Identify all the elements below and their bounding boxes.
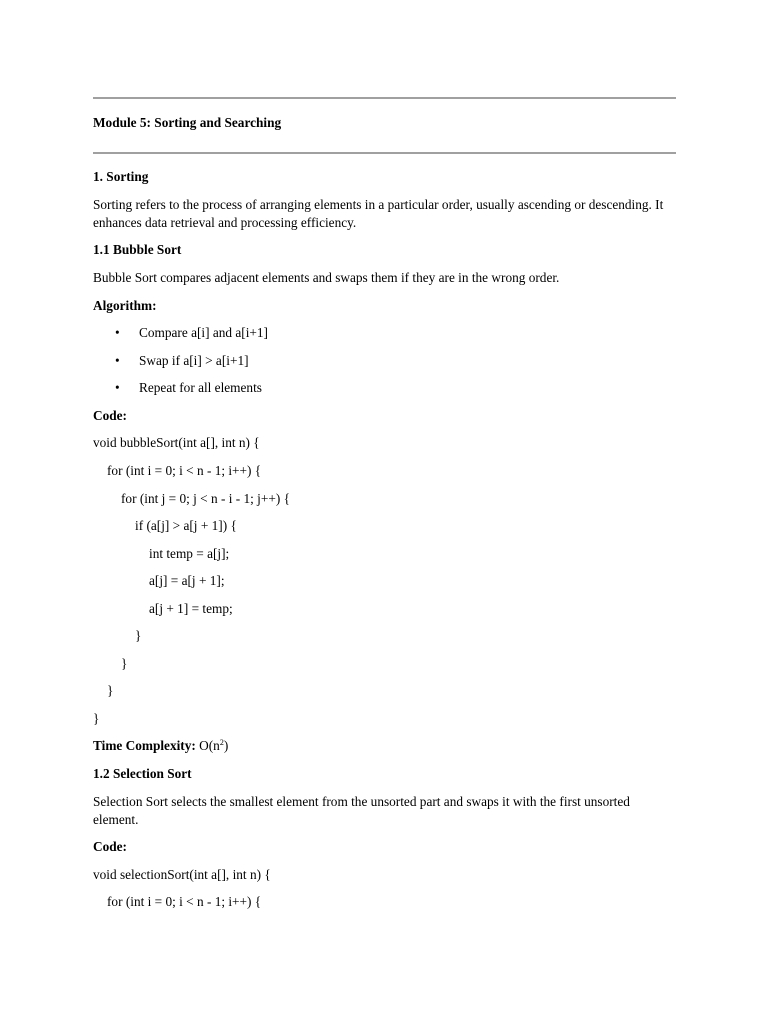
section-heading-sorting: 1. Sorting [93, 169, 149, 184]
code-line: if (a[j] > a[j + 1]) { [135, 518, 237, 533]
bullet-glyph: • [115, 325, 120, 340]
bubble-sort-description: Bubble Sort compares adjacent elements and swaps them if they are in the wrong order. [93, 270, 560, 285]
time-complexity [93, 737, 228, 755]
code-line: } [93, 711, 100, 726]
selection-sort-description: Selection Sort selects the smallest element from the unsorted part and swaps it with the first unsorted element. [93, 794, 630, 827]
list-item: Compare a[i] and a[i+1] [139, 325, 268, 340]
module-title: Module 5: Sorting and Searching [93, 115, 282, 130]
code-line: void bubbleSort(int a[], int n) { [93, 435, 260, 450]
code-line: } [135, 628, 142, 643]
list-item: Swap if a[i] > a[i+1] [139, 353, 249, 368]
code-label: Code: [93, 408, 127, 423]
list-item: Repeat for all elements [139, 380, 262, 395]
complexity-value: O(n [199, 738, 220, 753]
complexity-close: ) [223, 738, 229, 753]
code-line: void selectionSort(int a[], int n) { [93, 867, 271, 882]
bullet-glyph: • [115, 353, 120, 368]
selection-code-label: Code: [93, 839, 127, 854]
code-line: for (int j = 0; j < n - i - 1; j++) { [121, 491, 290, 506]
code-line: int temp = a[j]; [149, 546, 230, 561]
code-line: a[j] = a[j + 1]; [149, 573, 225, 588]
code-line: } [107, 683, 114, 698]
bubble-sort-heading: 1.1 Bubble Sort [93, 242, 182, 257]
algorithm-label: Algorithm: [93, 298, 157, 313]
code-line: for (int i = 0; i < n - 1; i++) { [107, 894, 262, 909]
bullet-glyph: • [115, 380, 120, 395]
selection-sort-heading: 1.2 Selection Sort [93, 766, 192, 781]
top-rule [93, 97, 676, 99]
code-line: for (int i = 0; i < n - 1; i++) { [107, 463, 262, 478]
code-line: } [121, 656, 128, 671]
code-line: a[j + 1] = temp; [149, 601, 233, 616]
complexity-exponent: 2 [219, 738, 224, 747]
title-rule [93, 152, 676, 154]
sorting-intro: Sorting refers to the process of arranging elements in a particular order, usually ascending or descending. It enhances data retrieval and processing efficiency. [93, 197, 664, 230]
complexity-label: Time Complexity: [93, 738, 196, 753]
